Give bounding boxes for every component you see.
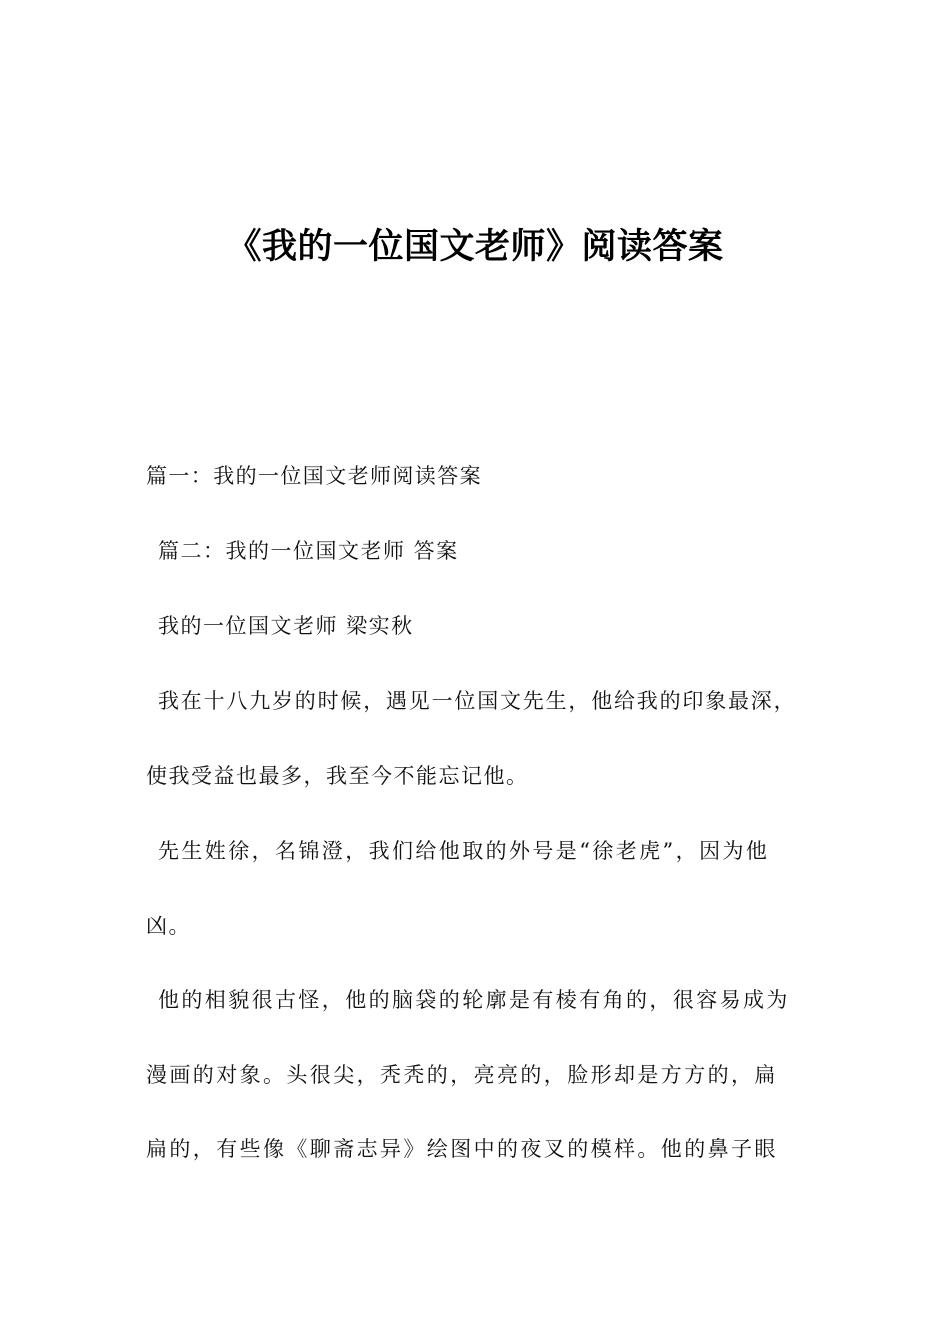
text-line-9: 漫画的对象。头很尖，秃秃的，亮亮的，脸形却是方方的，扁 [146, 1063, 778, 1087]
text-line-1: 篇一：我的一位国文老师阅读答案 [146, 464, 482, 488]
text-line-5: 使我受益也最多，我至今不能忘记他。 [146, 764, 529, 788]
text-line-7: 凶。 [146, 914, 191, 938]
text-line-8: 他的相貌很古怪，他的脑袋的轮廓是有棱有角的，很容易成为 [158, 988, 790, 1012]
text-line-2: 篇二：我的一位国文老师 答案 [158, 539, 459, 563]
text-line-4: 我在十八九岁的时候，遇见一位国文先生，他给我的印象最深， [158, 689, 797, 713]
text-line-10: 扁的，有些像《聊斋志异》绘图中的夜叉的模样。他的鼻子眼 [146, 1137, 778, 1161]
document-title: 《我的一位国文老师》阅读答案 [226, 227, 724, 267]
text-line-3: 我的一位国文老师 梁实秋 [158, 614, 414, 638]
text-line-6: 先生姓徐，名锦澄，我们给他取的外号是“徐老虎”，因为他 [158, 839, 770, 863]
